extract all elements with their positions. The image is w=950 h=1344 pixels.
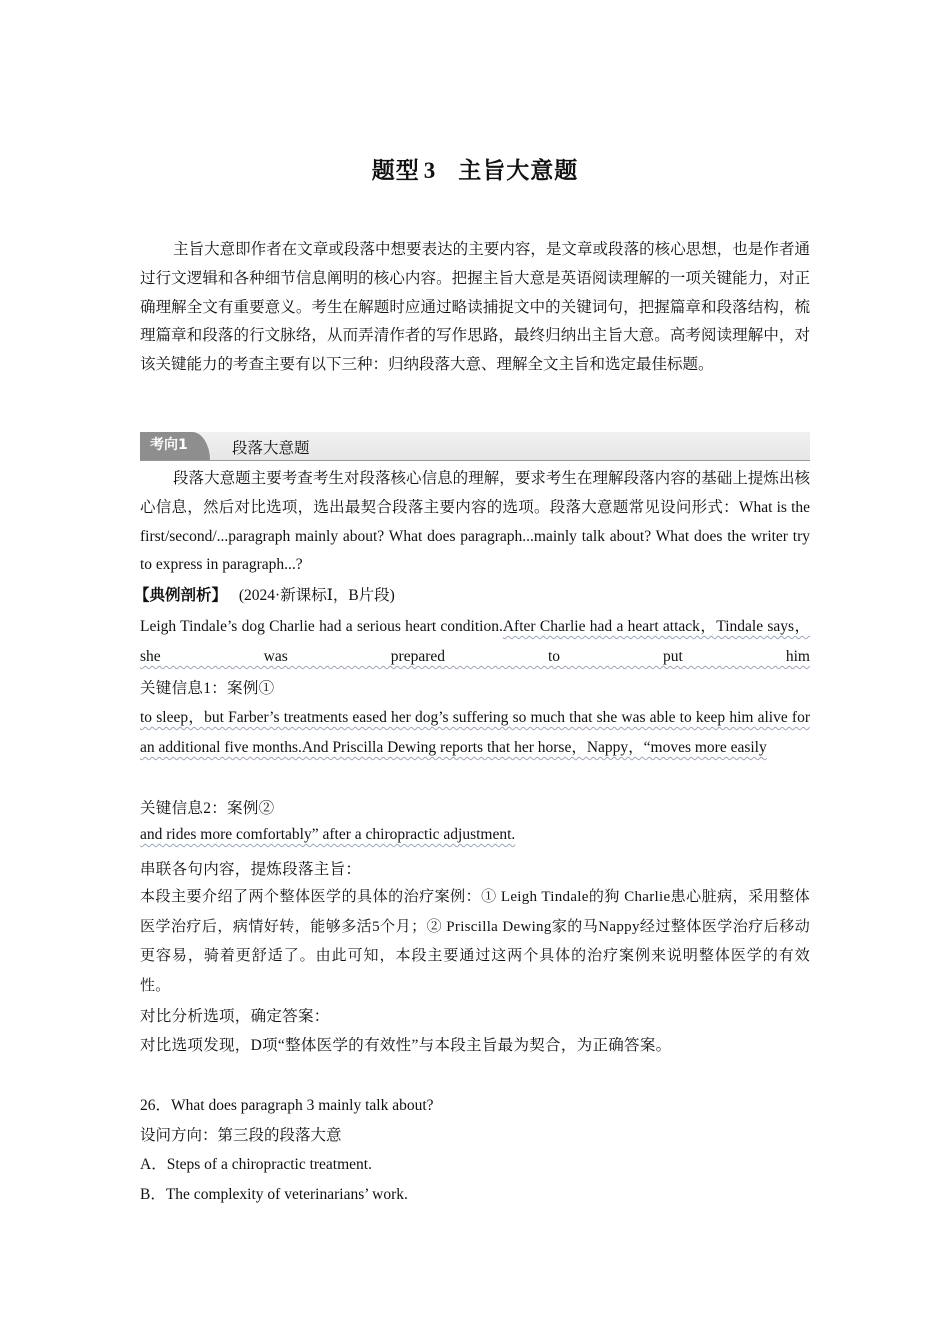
analysis-heading-1: 串联各句内容，提炼段落主旨： xyxy=(140,861,362,878)
analysis-body-2: 对比选项发现，D项“整体医学的有效性”与本段主旨最为契合，为正确答案。 xyxy=(140,1037,672,1054)
intro-paragraph: 主旨大意即作者在文章或段落中想要表达的主要内容，是文章或段落的核心思想，也是作者通过行文逻辑和各种细节信息阐明的核心内容。把握主旨大意是英语阅读理解的一项关键能力，对正确理解全文有重要意义。考生在解题时应通过略读捕捉文中的关键词句，把握篇章和段落结构，梳理篇章和段落的行文脉络，从而弄清作者的写作思路，最终归纳出主旨大意。高考阅读理解中，对该关键能力的考查主要有以下三种：归纳段落大意、理解全文主旨和选定最佳标题。 xyxy=(140,241,810,374)
passage-part-2 xyxy=(140,703,810,763)
question-stem: 26．What does paragraph 3 mainly talk about? xyxy=(140,1097,434,1114)
page-title xyxy=(140,152,810,185)
key-info-1: 关键信息1：案例① xyxy=(140,680,275,697)
title-prefix: 题型 xyxy=(371,158,420,184)
option-b: B．The complexity of veterinarians’ work. xyxy=(140,1186,408,1203)
section-title: 段落大意题 xyxy=(232,439,310,457)
title-number: 3 xyxy=(423,158,437,183)
analysis-heading-2: 对比分析选项，确定答案： xyxy=(140,1008,330,1025)
section-header xyxy=(140,432,810,461)
passage-part-3 xyxy=(140,826,810,844)
passage-part-1 xyxy=(140,612,810,672)
question-direction: 设问方向：第三段的段落大意 xyxy=(140,1127,342,1144)
section-tag: 考向1 xyxy=(140,432,210,460)
passage-underlined-2: to sleep，but Farber’s treatments eased her dog’s suffering so much that she was able to keep him alive for an additional five months.And Priscilla Dewing reports that her horse，Nappy，“moves more easily xyxy=(140,709,810,756)
passage-sentence-underlined: After Charlie had a heart attack，Tindale says，she was prepared to put him xyxy=(140,618,810,665)
passage-underlined-3: and rides more comfortably” after a chiropractic adjustment. xyxy=(140,826,516,843)
example-source: (2024·新课标Ⅰ，B片段) xyxy=(238,587,395,604)
passage-sentence-plain: Leigh Tindale’s dog Charlie had a serious heart condition. xyxy=(140,618,503,635)
analysis-body-1: 本段主要介绍了两个整体医学的具体的治疗案例：① Leigh Tindale的狗 Charlie患心脏病，采用整体医学治疗后，病情好转，能够多活5个月；② Priscilla Dewing家的马Nappy经过整体医学治疗后移动更容易，骑着更舒适了。由此可知，本段主要通过这两个具体的治疗案例来说明整体医学的有效性。 xyxy=(140,889,810,994)
option-a: A．Steps of a chiropractic treatment. xyxy=(140,1156,372,1173)
example-header xyxy=(134,583,810,605)
title-text: 主旨大意题 xyxy=(458,158,579,184)
example-label: 【典例剖析】 xyxy=(134,587,228,604)
section-intro: 段落大意题主要考查考生对段落核心信息的理解，要求考生在理解段落内容的基础上提炼出核心信息，然后对比选项，选出最契合段落主要内容的选项。段落大意题常见设问形式：What is the first/second/...paragraph mainly about? What does paragraph...mainly talk about? What does the writer try to express in paragraph...? xyxy=(140,470,810,574)
key-info-2: 关键信息2：案例② xyxy=(140,800,275,817)
